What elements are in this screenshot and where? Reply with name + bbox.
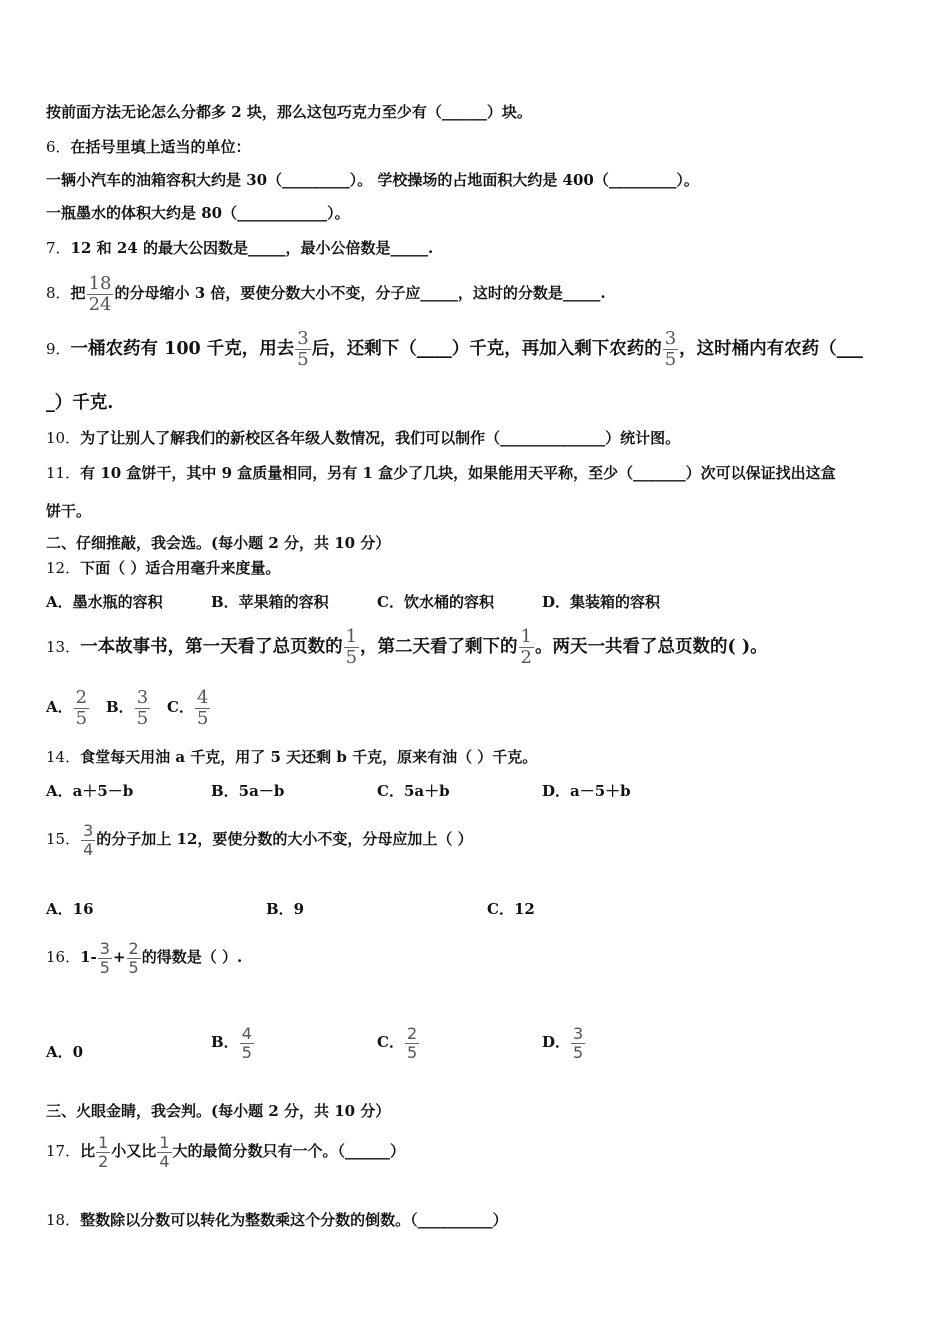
- question-number: 8．: [46, 284, 71, 302]
- question-8: [46, 272, 606, 314]
- q12-option-a[interactable]: A．墨水瓶的容积: [46, 593, 163, 611]
- fraction: $\frac{2}{5}$: [75, 686, 88, 729]
- question-number: 17．: [46, 1142, 81, 1160]
- question-text: 的得数是（ ）.: [141, 948, 243, 966]
- fraction: $\frac{1}{2}$: [98, 1132, 109, 1171]
- question-7: [46, 238, 433, 258]
- question-text: 在括号里填上适当的单位：: [70, 138, 251, 156]
- fraction: $\frac{2}{5}$: [406, 1023, 418, 1062]
- q5-continuation: 按前面方法无论怎么分都多 2 块，那么这包巧克力至少有（______）块。: [46, 103, 532, 121]
- fraction: $\frac{18}{24}$: [88, 272, 112, 315]
- question-number: 13．: [46, 638, 81, 656]
- question-number: 7．: [46, 239, 71, 257]
- question-number: 9．: [46, 340, 71, 358]
- question-6-line-b: 一瓶墨水的体积大约是 80（____________）。: [46, 204, 350, 222]
- question-text: 大的最简分数只有一个。（______）: [172, 1142, 406, 1160]
- fraction: $\frac{1}{4}$: [159, 1132, 170, 1171]
- question-text: 的分子加上 12，要使分数的大小不变，分母应加上（ ）: [96, 830, 473, 848]
- fraction: $\frac{4}{5}$: [241, 1023, 252, 1062]
- question-9: [46, 326, 863, 372]
- question-13: [46, 624, 768, 670]
- fraction: $\frac{3}{5}$: [664, 328, 677, 370]
- q12-option-c[interactable]: C．饮水桶的容积: [377, 593, 494, 611]
- fraction: $\frac{3}{5}$: [573, 1023, 584, 1062]
- question-number: 12．: [46, 559, 81, 577]
- question-number: 15．: [46, 830, 81, 848]
- question-text: 把: [70, 284, 86, 302]
- section-2-heading: 二、仔细推敲，我会选。(每小题 2 分，共 10 分）: [46, 534, 391, 552]
- question-18: [46, 1210, 508, 1230]
- section-3-heading: 三、火眼金睛，我会判。(每小题 2 分，共 10 分）: [46, 1102, 391, 1120]
- fraction: $\frac{3}{5}$: [99, 938, 110, 977]
- q15-option-b[interactable]: B．9: [266, 900, 305, 918]
- question-14: [46, 747, 537, 767]
- fraction: $\frac{2}{5}$: [128, 938, 139, 977]
- q12-option-b[interactable]: B．苹果箱的容积: [211, 593, 329, 611]
- question-text: 1-: [80, 948, 97, 966]
- question-9-cont: _）千克.: [46, 393, 114, 413]
- question-text: 整数除以分数可以转化为整数乘这个分数的倒数。（__________）: [80, 1211, 508, 1229]
- question-text: 的分母缩小 3 倍，要使分数大小不变，分子应_____，这时的分数是_____.: [114, 284, 606, 302]
- q16-option-a[interactable]: A．0: [46, 1043, 84, 1061]
- question-17: [46, 1128, 405, 1174]
- operator: +: [112, 948, 126, 966]
- question-text: 12 和 24 的最大公因数是_____，最小公倍数是_____.: [70, 239, 434, 257]
- question-number: 11．: [46, 464, 81, 482]
- question-text: 。两天一共看了总页数的( )。: [535, 637, 768, 657]
- question-15: [46, 816, 473, 862]
- q15-option-c[interactable]: C．12: [487, 900, 535, 918]
- question-text: 后，还剩下（____）千克，再加入剩下农药的: [311, 339, 662, 359]
- fraction: $\frac{1}{2}$: [520, 626, 532, 668]
- question-12: [46, 558, 280, 578]
- q14-option-c[interactable]: C．5a＋b: [377, 782, 450, 800]
- question-number: 10．: [46, 429, 81, 447]
- question-6: [46, 137, 251, 157]
- question-text: ，这时桶内有农药（___: [679, 339, 863, 359]
- question-text: 一桶农药有 100 千克，用去: [70, 339, 295, 359]
- question-text: 食堂每天用油 a 千克，用了 5 天还剩 b 千克，原来有油（ ）千克。: [80, 748, 538, 766]
- q13-option-b[interactable]: B． $\frac{3}{5}$: [106, 686, 149, 729]
- q14-option-d[interactable]: D．a－5＋b: [542, 782, 631, 800]
- question-11-cont: 饼干。: [46, 502, 92, 520]
- q12-option-d[interactable]: D．集装箱的容积: [542, 593, 661, 611]
- question-text: 为了让别人了解我们的新校区各年级人数情况，我们可以制作（______________）统计图。: [80, 429, 681, 447]
- q13-option-c[interactable]: C． $\frac{4}{5}$: [167, 686, 209, 729]
- question-text: 有 10 盒饼干，其中 9 盒质量相同，另有 1 盒少了几块，如果能用天平称，至少（_______）次可以保证找出这盒: [80, 464, 836, 482]
- fraction: $\frac{3}{5}$: [136, 686, 149, 729]
- fraction: $\frac{4}{5}$: [196, 686, 209, 729]
- question-number: 18．: [46, 1211, 81, 1229]
- q16-option-d[interactable]: D． $\frac{3}{5}$: [542, 1023, 584, 1062]
- question-text: ，第二天看了剩下的: [360, 637, 518, 657]
- question-10: [46, 428, 680, 448]
- question-11: [46, 463, 836, 483]
- question-number: 16．: [46, 948, 81, 966]
- question-text: 下面（ ）适合用毫升来度量。: [80, 559, 281, 577]
- q16-option-b[interactable]: B． $\frac{4}{5}$: [211, 1023, 252, 1062]
- question-number: 14．: [46, 748, 81, 766]
- fraction: $\frac{1}{5}$: [345, 626, 358, 668]
- fraction: $\frac{3}{5}$: [297, 328, 309, 370]
- q16-option-c[interactable]: C． $\frac{2}{5}$: [377, 1023, 418, 1062]
- question-text: 一本故事书，第一天看了总页数的: [80, 637, 343, 657]
- question-6-line-a: 一辆小汽车的油箱容积大约是 30（_________）。 学校操场的占地面积大约是 400（_________）。: [46, 171, 699, 189]
- q14-option-a[interactable]: A．a＋5－b: [46, 782, 134, 800]
- q15-option-a[interactable]: A．16: [46, 900, 94, 918]
- question-text: 比: [80, 1142, 96, 1160]
- question-number: 6．: [46, 138, 71, 156]
- q13-option-a[interactable]: A． $\frac{2}{5}$: [46, 686, 88, 729]
- fraction: $\frac{3}{4}$: [83, 820, 94, 859]
- question-text: 小又比: [111, 1142, 157, 1160]
- question-16: [46, 934, 242, 980]
- q14-option-b[interactable]: B．5a－b: [211, 782, 285, 800]
